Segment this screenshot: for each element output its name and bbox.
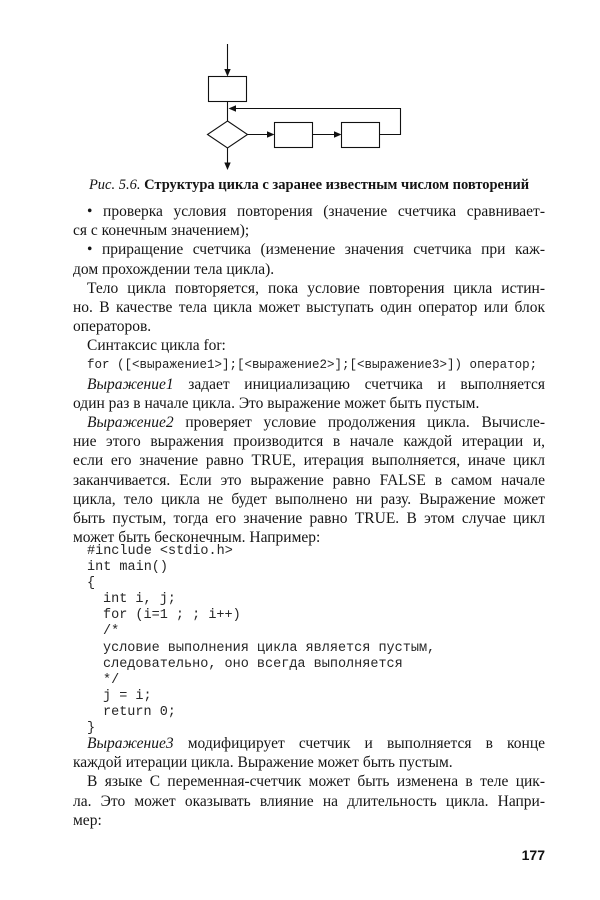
body-arrowhead <box>267 131 275 137</box>
paragraph-loop-body <box>73 279 545 337</box>
text-line: цикла, тело цикла не будет выполнено ни разу. Выражение может <box>73 490 545 508</box>
body-block <box>275 123 313 148</box>
text-line: заканчивается. Если это выражение равно FALSE в самом начале <box>73 471 545 489</box>
text-line: может быть бесконечным. Например: <box>73 529 321 547</box>
code-line: */ <box>103 672 120 688</box>
expression3-term: Выражение3 <box>87 735 174 752</box>
caption-label: Рис. 5.6. <box>88 177 141 193</box>
text-line: мер: <box>73 811 102 829</box>
text-line: один раз в начале цикла. Это выражение может быть пустым. <box>73 394 480 412</box>
text-line <box>73 734 545 753</box>
text-line: операторов. <box>73 318 152 336</box>
text-line: ние этого выражения производится в начале каждой итерации и, <box>73 433 545 451</box>
text-line: но. В качестве тела цикла может выступать один оператор или блок <box>73 298 545 316</box>
expression2-text: проверяет условие продолжения цикла. Вычисле- <box>185 414 545 432</box>
text-block-upper <box>73 202 545 547</box>
paragraph-expression2 <box>73 413 545 547</box>
loop-back-arrowhead <box>229 105 237 111</box>
paragraph-expression3 <box>73 734 545 772</box>
code-line: #include <stdio.h> <box>87 544 233 559</box>
code-line: следовательно, оно всегда выполняется <box>103 656 403 672</box>
text-block-lower <box>73 734 545 830</box>
loop-back-line <box>235 109 401 135</box>
text-line: каждой итерации цикла. Выражение может быть пустым. <box>73 754 453 772</box>
code-line: int main() <box>87 560 169 576</box>
entry-arrowhead <box>224 69 230 77</box>
syntax-intro: Синтаксис цикла for: <box>87 337 226 355</box>
condition-diamond <box>208 121 248 148</box>
text-line: В языке C переменная-счетчик может быть изменена в теле цик- <box>87 773 545 791</box>
text-line: ла. Это может оказывать влияние на длительность цикла. Напри- <box>73 792 545 810</box>
expression1-text: задает инициализацию счетчика и выполняется <box>188 375 546 393</box>
code-line: for (i=1 ; ; i++) <box>103 608 241 624</box>
code-line: /* <box>103 624 120 640</box>
increment-block <box>342 123 380 148</box>
code-line: условие выполнения цикла является пустым, <box>103 640 436 656</box>
bullet-item-increment <box>73 240 545 278</box>
expression1-term: Выражение1 <box>87 375 174 393</box>
init-block <box>209 77 247 102</box>
paragraph-expression1 <box>73 375 545 413</box>
paragraph-syntax <box>73 336 545 374</box>
expression3-text: модифицирует счетчик и выполняется в конце <box>187 735 546 752</box>
code-line: } <box>87 721 96 737</box>
paragraph-closing <box>73 772 545 830</box>
text-line: если его значение равно TRUE, итерация выполняется, иначе цикл <box>73 452 545 470</box>
code-line: j = i; <box>103 688 152 704</box>
text-line: дом прохождении тела цикла). <box>73 260 275 278</box>
expression2-term: Выражение2 <box>87 414 174 432</box>
figure-caption <box>73 176 545 194</box>
code-line: int i, j; <box>103 592 176 608</box>
text-line: • приращение счетчика (изменение значения счетчика при каж- <box>87 241 545 259</box>
text-line <box>73 413 545 432</box>
code-line: { <box>87 576 96 592</box>
increment-arrowhead <box>334 131 342 137</box>
text-line: быть пустым, тогда его значение равно TRUE. В этом случае цикл <box>73 510 545 527</box>
caption-title: Структура цикла с заранее известным числом повторений <box>144 177 530 193</box>
text-line <box>73 375 545 394</box>
syntax-code-line: for ([<выражение1>];[<выражение2>];[<выражение3>]) оператор; <box>87 357 538 372</box>
code-line: return 0; <box>103 704 176 720</box>
text-line: ся с конечным значением); <box>73 222 250 240</box>
code-example <box>87 544 545 737</box>
bullet-item-condition <box>73 202 545 240</box>
page-number: 177 <box>521 847 545 863</box>
text-line: • проверка условия повторения (значение счетчика сравнивает- <box>87 203 545 220</box>
exit-arrowhead <box>224 163 230 171</box>
loop-flowchart <box>0 0 600 180</box>
text-line: Тело цикла повторяется, пока условие повторения цикла истин- <box>87 279 545 297</box>
